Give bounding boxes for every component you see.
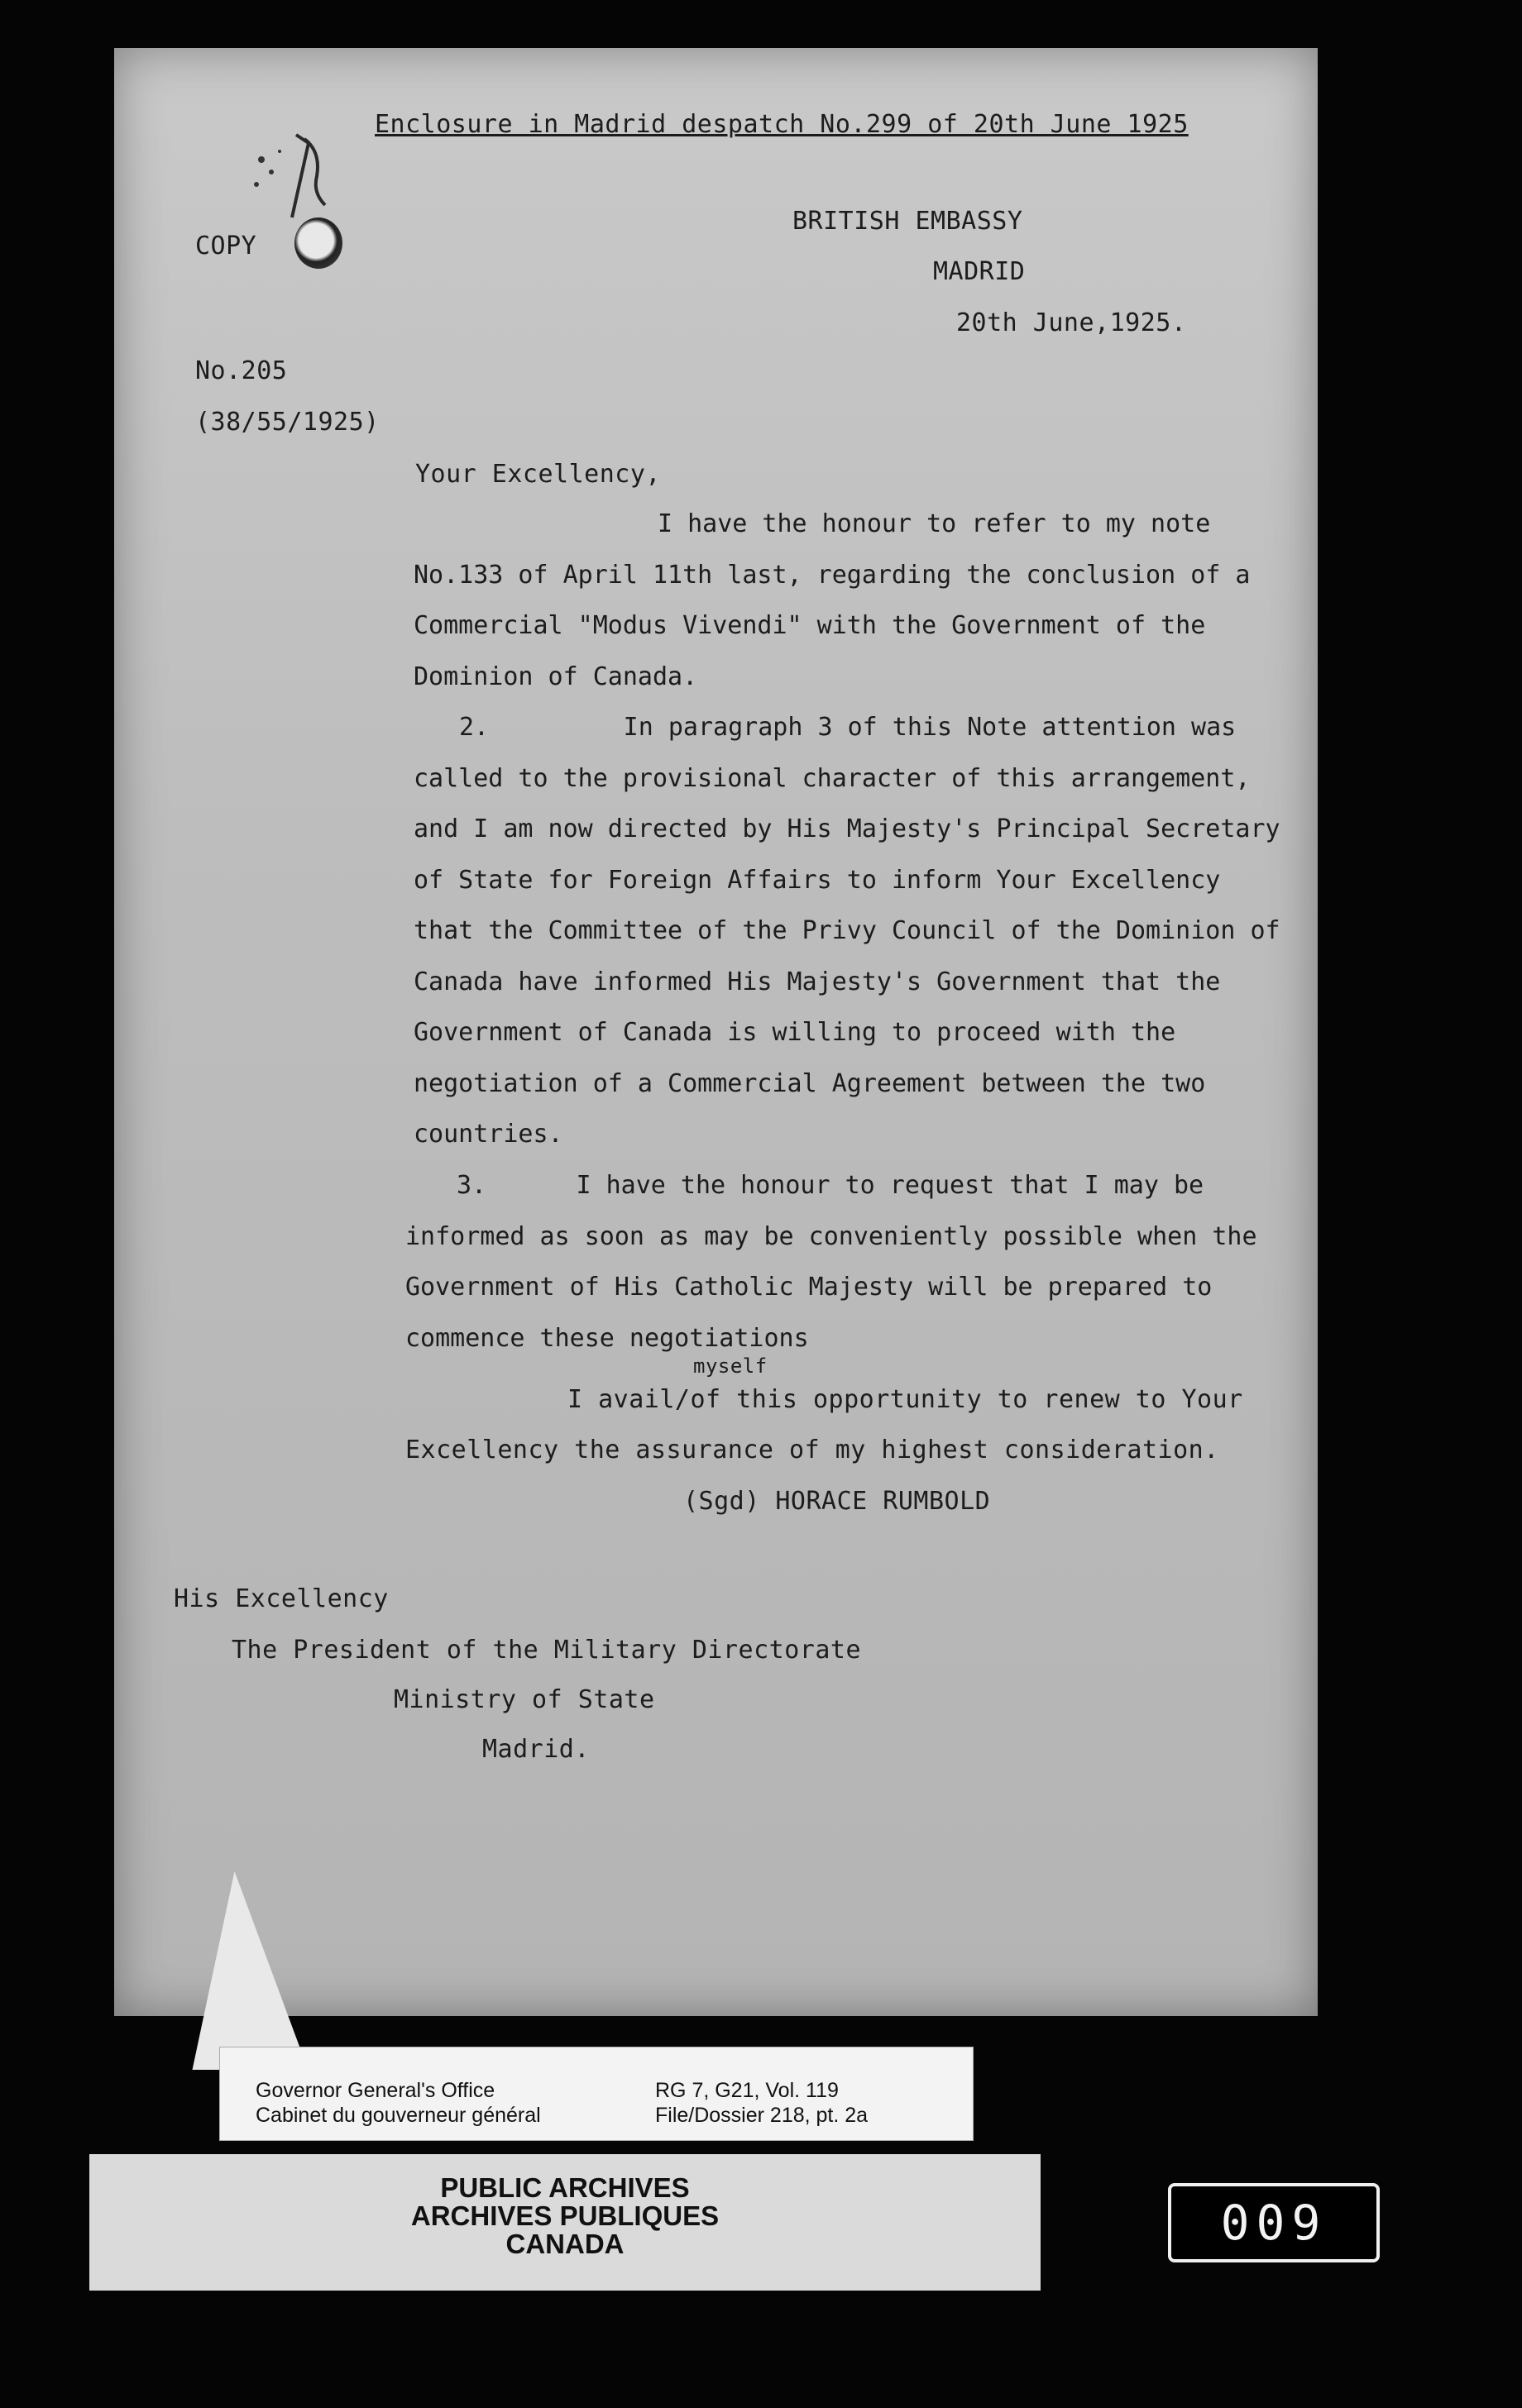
archive-reference: RG 7, G21, Vol. 119 [655,2079,839,2102]
sender-line-1: BRITISH EMBASSY [792,207,1023,236]
paragraph-2 [414,702,1290,1160]
closing-line-1: I avail/of this opportunity to renew to Your [567,1385,1243,1414]
frame-number: 009 [1168,2183,1380,2262]
paragraph-line: 3. I have the honour to request that I may be [457,1171,1204,1200]
enclosure-heading: Enclosure in Madrid despatch No.299 of 20th June 1925 [375,110,1189,139]
paragraph-line: commence these negotiations [405,1323,809,1353]
letter-date: 20th June,1925. [956,308,1187,337]
paragraph-line: negotiation of a Commercial Agreement between the two [414,1068,1206,1098]
signature: (Sgd) HORACE RUMBOLD [683,1487,991,1516]
stamp-line-2: ARCHIVES PUBLIQUES [410,2200,720,2231]
archive-file: File/Dossier 218, pt. 2a [655,2104,869,2127]
paragraph-line: Government of Canada is willing to proceed with the [414,1018,1176,1047]
salutation: Your Excellency, [415,460,661,489]
office-english: Governor General's Office [256,2079,495,2102]
addressee-line-1: His Excellency [174,1584,389,1613]
paragraph-1 [414,499,1290,702]
paragraph-3 [405,1160,1282,1364]
reference-number: No.205 [195,356,288,385]
archive-stamp [89,2154,1041,2291]
addressee-line-4: Madrid. [482,1735,590,1764]
closing-line-2: Excellency the assurance of my highest consideration. [405,1436,1219,1464]
paragraph-line: Commercial "Modus Vivendi" with the Government of the [414,611,1206,640]
paragraph-line: countries. [414,1120,563,1149]
paragraph-line: No.133 of April 11th last, regarding the conclusion of a [414,560,1251,590]
document-page [114,48,1318,2016]
paragraph-line: informed as soon as may be conveniently possible when the [405,1221,1257,1251]
paragraph-line: called to the provisional character of this arrangement, [414,763,1251,793]
paragraph-line: Dominion of Canada. [414,662,698,691]
archive-label [219,2047,974,2141]
addressee-line-2: The President of the Military Directorate [232,1636,862,1665]
paragraph-line: Canada have informed His Majesty's Government that the [414,967,1221,996]
sender-line-2: MADRID [933,257,1026,286]
paragraph-line: of State for Foreign Affairs to inform Your Excellency [414,865,1221,895]
paragraph-line: 2. In paragraph 3 of this Note attention was [459,713,1237,742]
reference-file: (38/55/1925) [195,408,380,437]
folded-corner [192,1871,350,2070]
office-french: Cabinet du gouverneur général [256,2104,541,2127]
addressee-line-3: Ministry of State [394,1685,655,1714]
paragraph-line: Government of His Catholic Majesty will be prepared to [405,1273,1213,1302]
paragraph-line: and I am now directed by His Majesty's Principal Secretary [414,815,1280,843]
stamp-line-1: PUBLIC ARCHIVES [440,2172,690,2203]
paragraph-line: I have the honour to refer to my note [658,509,1211,538]
stamp-line-3: CANADA [505,2229,625,2259]
paragraph-line: that the Committee of the Privy Council of the Dominion of [414,916,1280,945]
paper-stain [294,217,342,269]
handwritten-insert: myself [693,1354,768,1378]
copy-label: COPY [195,232,257,260]
